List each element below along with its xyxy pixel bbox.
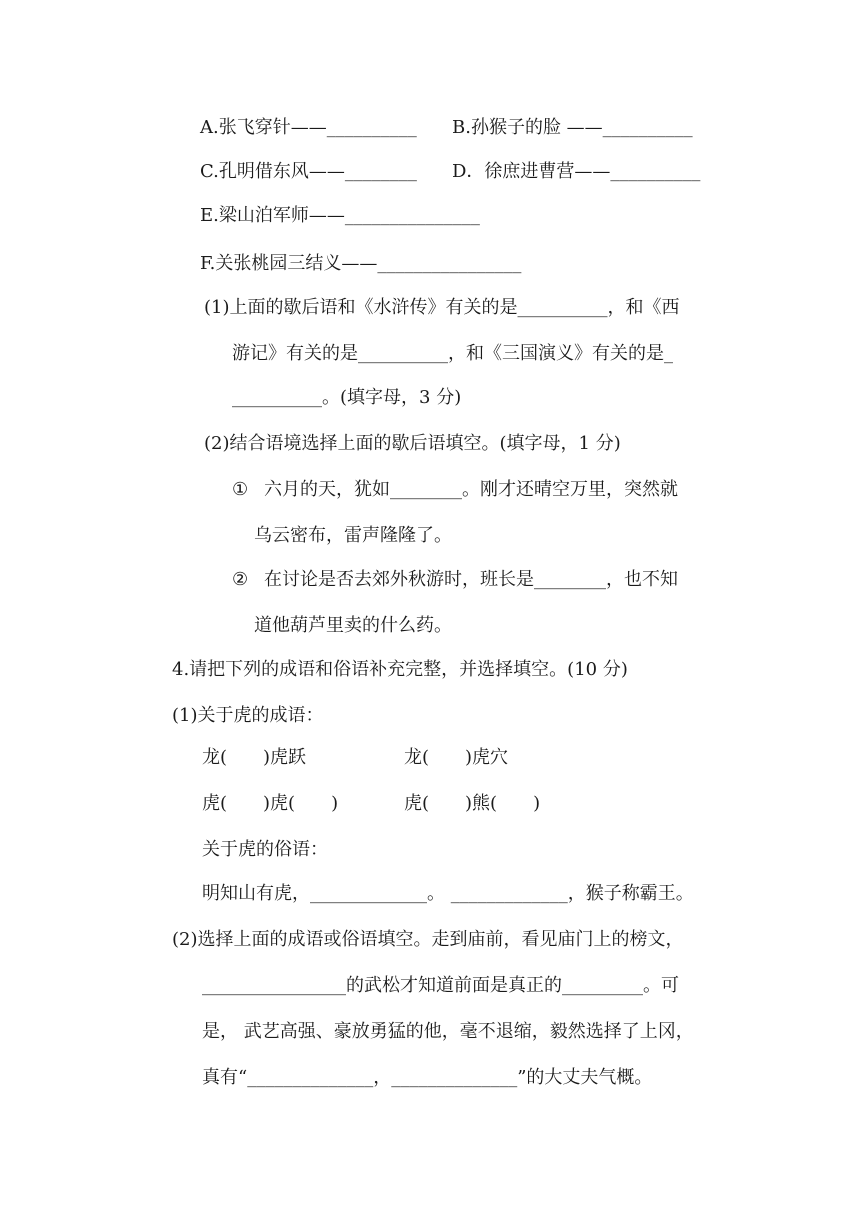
sentence-2-line2: 道他葫芦里卖的什么药。 [254,615,452,636]
sentence-2-marker: ② [232,569,249,590]
q3-part1-line3: __________。(填字母，3 分) [232,387,462,408]
idiom-2: 龙( )虎穴 [404,747,509,768]
proverb-title: 关于虎的俗语： [202,839,328,860]
sentence-1-line2: 乌云密布，雷声隆隆了。 [254,525,452,546]
option-b: B.孙猴子的脸 ——__________ [452,117,693,138]
option-f: F.关张桃园三结义——________________ [200,253,522,274]
proverb-line: 明知山有虎，_____________。 _____________，猴子称霸王。 [202,883,694,904]
q3-part1-line2: 游记》有关的是__________，和《三国演义》有关的是_ [232,343,673,364]
q4-part2-line2: ________________的武松才知道前面是真正的_________。可 [202,975,679,996]
option-d: D．徐庶进曹营——__________ [452,161,701,182]
q4-part1-title: (1)关于虎的成语： [172,705,324,726]
option-e: E.梁山泊军师——_______________ [200,205,480,226]
idiom-4: 虎( )熊( ) [404,793,541,814]
sentence-1-line1: 六月的天，犹如________。刚才还晴空万里，突然就 [264,479,678,500]
idiom-3: 虎( )虎( ) [202,793,339,814]
q3-part1-line1: (1)上面的歇后语和《水浒传》有关的是__________，和《西 [204,297,680,318]
q4-part2-line3: 是， 武艺高强、豪放勇猛的他，毫不退缩，毅然选择了上冈， [202,1021,694,1042]
q4-part2-line1: (2)选择上面的成语或俗语填空。走到庙前，看见庙门上的榜文， [172,929,684,950]
idiom-1: 龙( )虎跃 [202,747,307,768]
option-a: A.张飞穿针——__________ [200,117,423,138]
q4-part2-line4: 真有“______________，______________”的大丈夫气概。 [202,1067,653,1088]
q3-part2-title: (2)结合语境选择上面的歇后语填空。(填字母，1 分) [204,433,621,454]
sentence-2-line1: 在讨论是否去郊外秋游时，班长是________，也不知 [264,569,678,590]
q4-title: 4.请把下列的成语和俗语补充完整，并选择填空。(10 分) [172,659,628,680]
option-c: C.孔明借东风——________ [200,161,423,182]
sentence-1-marker: ① [232,479,249,500]
